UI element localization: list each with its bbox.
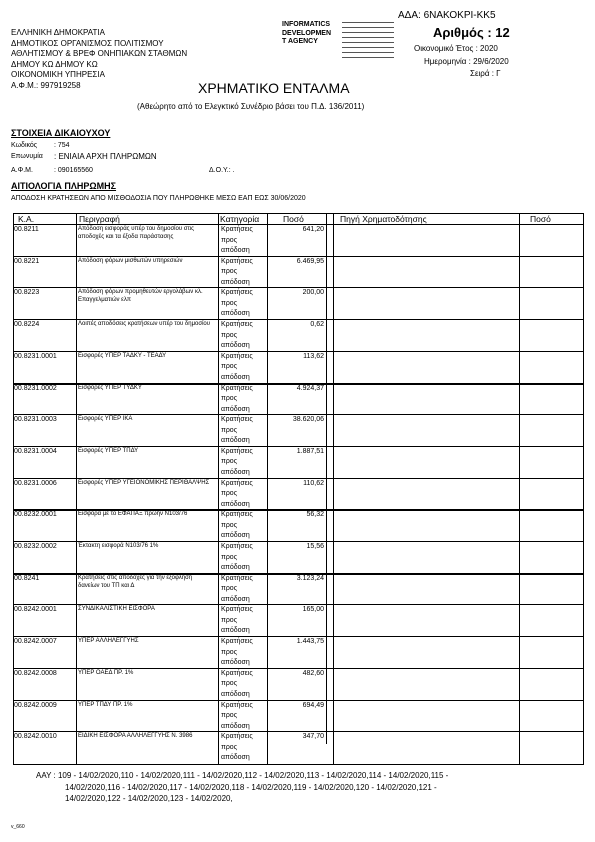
beneficiary-code-value: : 754 — [54, 142, 70, 149]
row-ka: 00.8231.0002 — [14, 384, 57, 392]
row-amount: 482,60 — [302, 669, 324, 677]
row-description: Εισφορές ΥΠΕΡ ΤΥΔΚΥ — [78, 384, 142, 391]
row-ka: 00.8231.0006 — [14, 479, 57, 487]
row-description: ΣΥΝΔΙΚΑΛΙΣΤΙΚΗ ΕΙΣΦΟΡΑ — [78, 606, 155, 613]
row-ka: 00.8231.0001 — [14, 352, 57, 360]
row-ka: 00.8242.0009 — [14, 701, 57, 709]
aay-line: ΑΑΥ : 109 - 14/02/2020,110 - 14/02/2020,111 - 14/02/2020,112 - 14/02/2020,113 - 14/02/2020,114 - 14/02/2020,115 - — [36, 771, 449, 780]
row-description: ΥΠΕΡ ΟΑΕΔ ΠΡ. 1% — [78, 669, 134, 676]
aay-line: 14/02/2020,116 - 14/02/2020,117 - 14/02/2020,118 - 14/02/2020,119 - 14/02/2020,120 - 14/02/2020,121 - — [65, 782, 437, 792]
row-category: Κρατήσεις προς απόδοση — [221, 543, 253, 571]
informatics-logo: INFORMATICS DEVELOPMEN T AGENCY — [282, 21, 332, 45]
row-category: Κρατήσεις προς απόδοση — [221, 352, 253, 381]
row-ka: 00.8232.0001 — [14, 511, 57, 519]
seal-text-icon — [342, 22, 394, 62]
row-description: Απόδοση εισφοράς υπέρ του δημοσίου στις αποδοχές και τα έξοδα παράστασης — [78, 226, 195, 240]
row-amount: 1.887,51 — [296, 447, 324, 455]
row-category: Κρατήσεις προς απόδοση — [221, 321, 253, 350]
row-amount: 1.443,75 — [296, 638, 324, 646]
beneficiary-heading: ΣΤΟΙΧΕΙΑ ΔΙΚΑΙΟΥΧΟΥ — [11, 128, 111, 138]
row-category: Κρατήσεις προς απόδοση — [221, 733, 253, 762]
issuer-line: ΔΗΜΟΥ ΚΩ ΔΗΜΟΥ ΚΩ — [11, 59, 98, 69]
beneficiary-doy: Δ.Ο.Υ.: . — [209, 167, 235, 174]
row-amount: 15,56 — [306, 543, 324, 550]
row-amount: 3.123,24 — [296, 574, 324, 582]
payment-reason-text: ΑΠΟΔΟΣΗ ΚΡΑΤΗΣΕΩΝ ΑΠΟ ΜΙΣΘΟΔΟΣΙΑ ΠΟΥ ΠΛΗΡΩΘΗΚΕ ΜΕΣΩ ΕΑΠ ΕΩΣ 30/06/2020 — [11, 195, 306, 202]
header-category: Κατηγορία — [220, 214, 260, 224]
document-subtitle: (Αθεώρητο από το Ελεγκτικό Συνέδριο βάσει του Π.Δ. 136/2011) — [137, 102, 365, 111]
row-amount: 6.469,95 — [296, 257, 324, 265]
row-category: Κρατήσεις προς απόδοση — [221, 226, 253, 254]
document-title: ΧΡΗΜΑΤΙΚΟ ΕΝΤΑΛΜΑ — [198, 80, 350, 96]
row-category: Κρατήσεις προς απόδοση — [221, 606, 253, 635]
document-number: Αριθμός : 12 — [433, 25, 510, 40]
footer-code: v_660 — [11, 824, 25, 830]
row-description: ΕΙΔΙΚΗ ΕΙΣΦΟΡΑ ΑΛΛΗΛΕΓΓΥΗΣ Ν. 3986 — [78, 733, 193, 740]
row-ka: 00.8242.0008 — [14, 669, 57, 677]
row-description: ΥΠΕΡ ΤΠΔΥ ΠΡ. 1% — [78, 701, 133, 708]
row-ka: 00.8242.0001 — [14, 606, 57, 614]
row-category: Κρατήσεις προς απόδοση — [221, 701, 253, 730]
row-ka: 00.8241 — [14, 574, 40, 582]
row-amount: 113,62 — [303, 352, 324, 360]
header-description: Περιγραφή — [79, 214, 120, 224]
header-ka: Κ.Α. — [18, 214, 35, 224]
row-description: Εισφορές ΥΠΕΡ ΤΠΔΥ — [78, 447, 139, 454]
row-ka: 00.8224 — [14, 321, 40, 329]
row-category: Κρατήσεις προς απόδοση — [221, 447, 253, 476]
row-ka: 00.8211 — [14, 226, 39, 233]
row-ka: 00.8232.0002 — [14, 543, 57, 550]
beneficiary-name-value: : ΕΝΙΑΙΑ ΑΡΧΗ ΠΛΗΡΩΜΩΝ — [54, 152, 157, 161]
row-ka: 00.8242.0010 — [14, 733, 57, 741]
row-ka: 00.8221 — [14, 257, 40, 265]
row-description: Εισφορές ΥΠΕΡ ΥΓΕΙΟΝΟΜΙΚΗΣ ΠΕΡΙΘΑΛΨΗΣ — [78, 479, 210, 486]
payment-table — [13, 213, 584, 765]
row-amount: 165,00 — [302, 606, 324, 614]
row-amount: 641,20 — [302, 226, 324, 233]
row-category: Κρατήσεις προς απόδοση — [221, 574, 253, 603]
row-amount: 110,62 — [303, 479, 324, 487]
aay-block — [36, 770, 448, 805]
issuer-line: ΟΙΚΟΝΟΜΙΚΗ ΥΠΗΡΕΣΙΑ — [11, 70, 105, 79]
row-category: Κρατήσεις προς απόδοση — [221, 511, 253, 540]
row-category: Κρατήσεις προς απόδοση — [221, 638, 253, 667]
row-category: Κρατήσεις προς απόδοση — [221, 479, 253, 508]
row-amount: 347,70 — [302, 733, 324, 741]
row-ka: 00.8231.0004 — [14, 447, 57, 455]
header-funding-source: Πηγή Χρηματοδότησης — [340, 214, 427, 224]
row-ka: 00.8231.0003 — [14, 416, 57, 424]
row-description: Κρατήσεις στις αποδοχές για την εξόφληση δανείων του ΤΠ και Δ — [78, 574, 193, 589]
row-category: Κρατήσεις προς απόδοση — [221, 384, 253, 413]
row-category: Κρατήσεις προς απόδοση — [221, 416, 253, 445]
row-amount: 200,00 — [302, 289, 324, 297]
row-ka: 00.8242.0007 — [14, 638, 57, 646]
document-series: Σειρά : Γ — [470, 69, 501, 78]
fiscal-year: Οικονομικό Έτος : 2020 — [414, 44, 498, 53]
header-amount: Ποσό — [283, 214, 304, 224]
issuer-line: ΕΛΛΗΝΙΚΗ ΔΗΜΟΚΡΑΤΙΑ — [11, 28, 105, 37]
row-description: Απόδοση φόρων προμηθευτών εργολάβων κλ. Επαγγελματιών ελπ — [78, 289, 203, 304]
header-funding-amount: Ποσό — [530, 214, 551, 224]
row-amount: 38.620,06 — [292, 416, 324, 424]
beneficiary-afm-label: Α.Φ.Μ. — [11, 167, 33, 174]
row-amount: 4.924,37 — [296, 384, 324, 392]
row-description: Λοιπές αποδόσεις κρατήσεων υπέρ του δημοσίου — [78, 321, 211, 328]
row-description: ΥΠΕΡ ΑΛΛΗΛΕΓΓΥΗΣ — [78, 638, 139, 645]
issuer-line: Α.Φ.Μ.: 997919258 — [11, 80, 81, 90]
row-description: Απόδοση φόρων μισθωτών υπηρεσιών — [78, 257, 183, 264]
row-description: Εισφορά με το ΕΦΑΠΑΞ πρώην Ν103/76 — [78, 511, 188, 518]
row-description: Εισφορές ΥΠΕΡ ΙΚΑ — [78, 416, 133, 423]
issuer-line: ΑΘΛΗΤΙΣΜΟΥ & ΒΡΕΦ ΟΝΗΠΙΑΚΩΝ ΣΤΑΘΜΩΝ — [11, 49, 188, 58]
beneficiary-code-label: Κωδικός — [11, 142, 38, 149]
row-description: Εισφορές ΥΠΕΡ ΤΑΔΚΥ - ΤΕΑΔΥ — [78, 352, 167, 359]
row-description: Έκτακτη εισφορά Ν103/76 1% — [78, 543, 159, 549]
row-ka: 00.8223 — [14, 289, 40, 297]
row-amount: 56,32 — [306, 511, 324, 519]
row-category: Κρατήσεις προς απόδοση — [221, 669, 253, 698]
beneficiary-afm-value: : 090165560 — [54, 167, 93, 174]
document-date: Ημερομηνία : 29/6/2020 — [424, 57, 509, 66]
payment-reason-heading: ΑΙΤΙΟΛΟΓΙΑ ΠΛΗΡΩΜΗΣ — [11, 181, 117, 191]
row-amount: 0,62 — [310, 321, 324, 329]
issuer-block — [11, 28, 187, 91]
ada-label: ΑΔΑ: 6ΝΑΚΟΚΡΙ-ΚΚ5 — [398, 10, 496, 21]
beneficiary-name-label: Επωνυμία — [11, 153, 43, 160]
row-category: Κρατήσεις προς απόδοση — [221, 289, 253, 318]
issuer-line: ΔΗΜΟΤΙΚΟΣ ΟΡΓΑΝΙΣΜΟΣ ΠΟΛΙΤΙΣΜΟΥ — [11, 38, 164, 48]
row-amount: 694,49 — [302, 701, 324, 709]
row-category: Κρατήσεις προς απόδοση — [221, 257, 253, 286]
aay-line: 14/02/2020,122 - 14/02/2020,123 - 14/02/2020, — [65, 794, 233, 803]
